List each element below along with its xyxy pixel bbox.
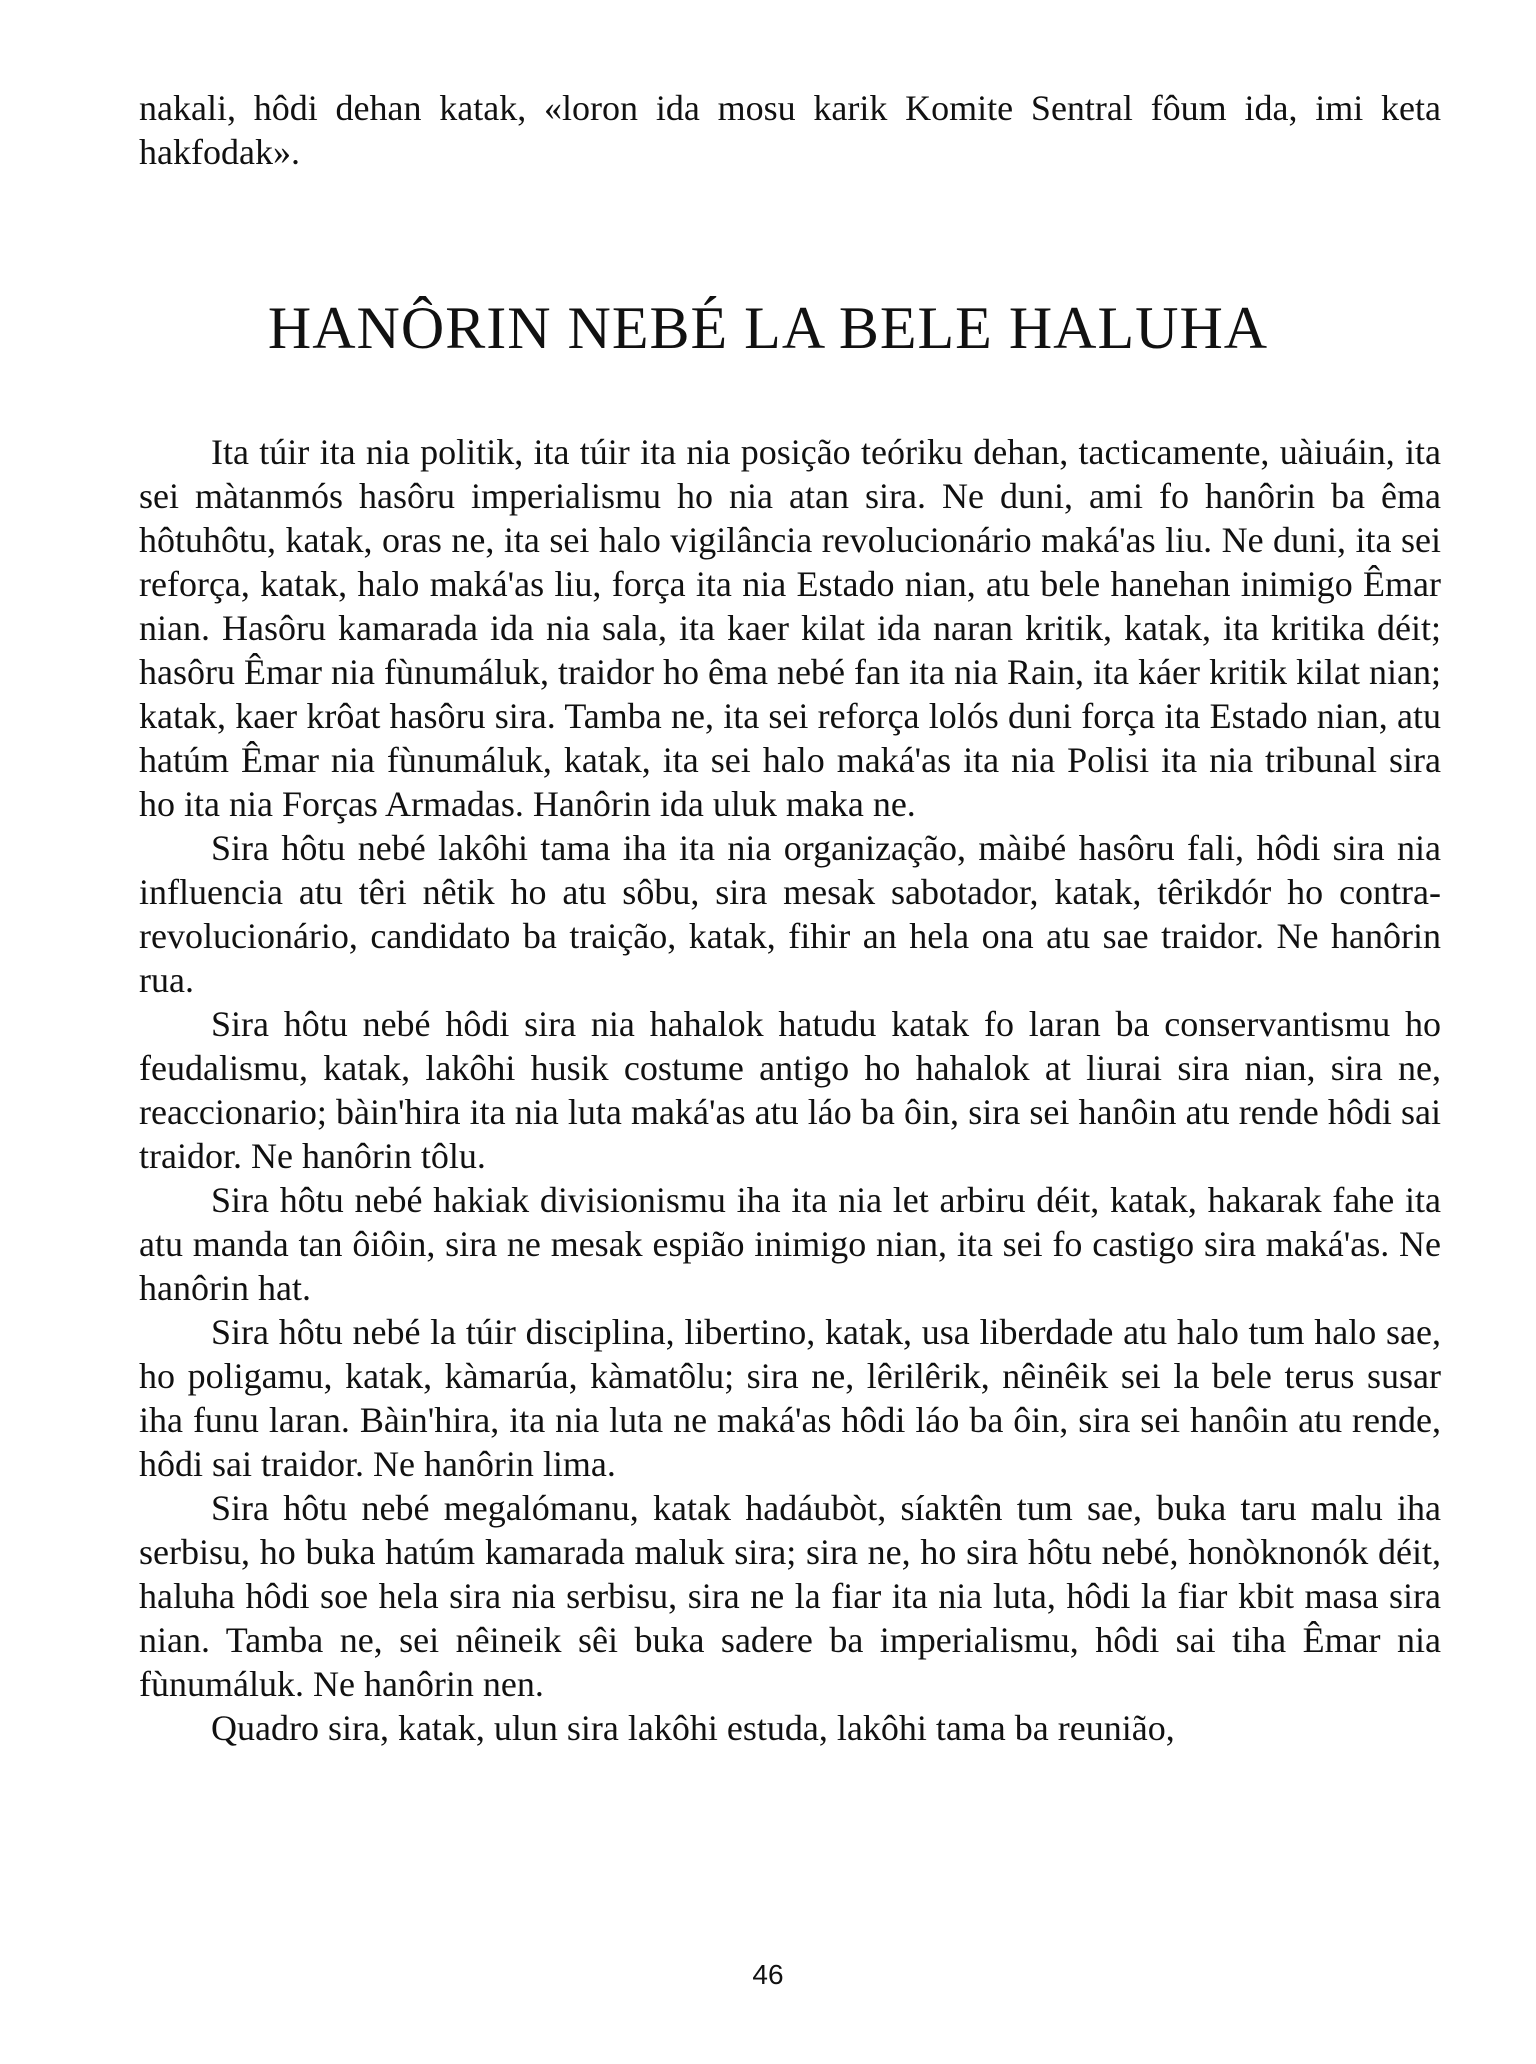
paragraph-6: Sira hôtu nebé megalómanu, katak hadáubòt, síaktên tum sae, buka taru malu iha serbisu, ho buka hatúm kamarada maluk sira; sira ne, ho sira hôtu nebé, honòknonók déit, haluha hôdi soe hela sira nia serbisu, sira ne la fiar ita nia luta, hôdi la fiar kbit masa sira nian. Tamba ne, sei nêineik sêi buka sadere ba imperialismu, hôdi sai tiha Êmar nia fùnumáluk. Ne hanôrin nen. bbox=[139, 1488, 1441, 1704]
intro-text: nakali, hôdi dehan katak, «loron ida mosu karik Komite Sentral fôum ida, imi keta hakfodak». bbox=[139, 88, 1441, 172]
paragraph-7: Quadro sira, katak, ulun sira lakôhi estuda, lakôhi tama ba reunião, bbox=[211, 1708, 1175, 1748]
paragraph-1: Ita túir ita nia politik, ita túir ita nia posição teóriku dehan, tacticamente, uàiuáin, ita sei màtanmós hasôru imperialismu ho nia atan sira. Ne duni, ami fo hanôrin ba êma hôtuhôtu, katak, oras ne, ita sei halo vigilância revolucionário maká'as liu. Ne duni, ita sei reforça, katak, halo maká'as liu, força ita nia Estado nian, atu bele hanehan inimigo Êmar nian. Hasôru kamarada ida nia sala, ita kaer kilat ida naran kritik, katak, ita kritika déit; hasôru Êmar nia fùnumáluk, traidor ho êma nebé fan ita nia Rain, ita káer kritik kilat nian; katak, kaer krôat hasôru sira. Tamba ne, ita sei reforça lolós duni força ita Estado nian, atu hatúm Êmar nia fùnumáluk, katak, ita sei halo maká'as ita nia Polisi ita nia tribunal sira ho ita nia Forças Armadas. Hanôrin ida uluk maka ne. bbox=[139, 432, 1441, 824]
paragraph-3: Sira hôtu nebé hôdi sira nia hahalok hatudu katak fo laran ba conservantismu ho feudalismu, katak, lakôhi husik costume antigo ho hahalok at liurai sira nian, sira ne, reaccionario; bàin'hira ita nia luta maká'as atu láo ba ôin, sira sei hanôin atu rende hôdi sai traidor. Ne hanôrin tôlu. bbox=[139, 1004, 1441, 1176]
section-heading: HANÔRIN NEBÉ LA BELE HALUHA bbox=[267, 295, 1269, 361]
paragraph-4: Sira hôtu nebé hakiak divisionismu iha ita nia let arbiru déit, katak, hakarak fahe ita atu manda tan ôiôin, sira ne mesak espião inimigo nian, ita sei fo castigo sira maká'as. Ne hanôrin hat. bbox=[139, 1180, 1441, 1308]
page-number: 46 bbox=[752, 1959, 784, 1990]
paragraph-2: Sira hôtu nebé lakôhi tama iha ita nia organização, màibé hasôru fali, hôdi sira nia influencia atu têri nêtik ho atu sôbu, sira mesak sabotador, katak, têrikdór ho contra-revolucionário, candidato ba traição, katak, fihir an hela ona atu sae traidor. Ne hanôrin rua. bbox=[139, 828, 1441, 1000]
paragraph-5: Sira hôtu nebé la túir disciplina, libertino, katak, usa liberdade atu halo tum halo sae, ho poligamu, katak, kàmarúa, kàmatôlu; sira ne, lêrilêrik, nêinêik sei la bele terus susar iha funu laran. Bàin'hira, ita nia luta ne maká'as hôdi láo ba ôin, sira sei hanôin atu rende, hôdi sai traidor. Ne hanôrin lima. bbox=[139, 1312, 1441, 1484]
body-text bbox=[139, 430, 1441, 1750]
